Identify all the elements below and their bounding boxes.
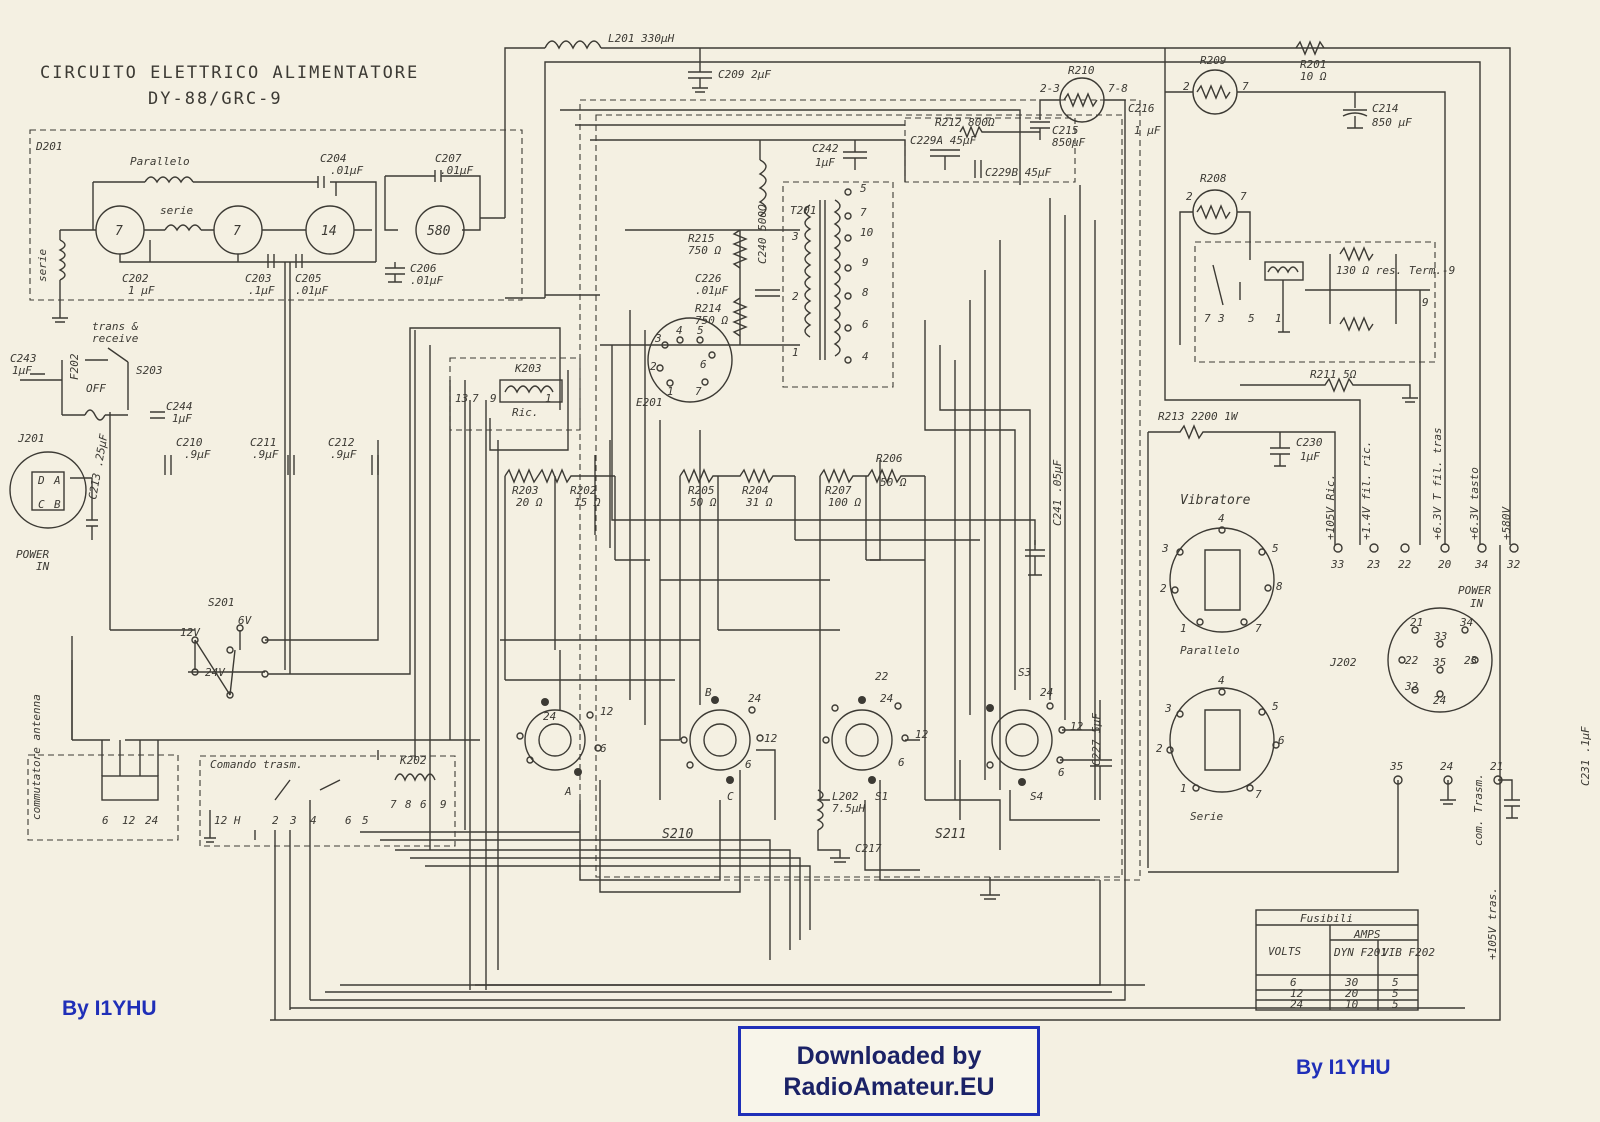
output-terminal-number: 20 — [1438, 558, 1452, 571]
parallelo-vib-label: Parallelo — [1180, 644, 1240, 657]
fuse-header-volts: VOLTS — [1268, 945, 1302, 958]
s3-label: S3 — [1018, 666, 1032, 679]
c209-label: C209 2μF — [718, 68, 771, 81]
svg-text:4: 4 — [1218, 674, 1225, 687]
tube-14-label: 14 — [321, 224, 337, 239]
ric-label: Ric. — [512, 406, 539, 419]
svg-text:23: 23 — [1464, 654, 1478, 667]
svg-text:2: 2 — [1156, 742, 1163, 755]
output-terminal-label: +580V — [1500, 506, 1513, 540]
bottom-terminal-number: 24 — [1440, 760, 1454, 773]
r215-label: R215 — [688, 232, 715, 245]
r206-label: R206 — [876, 452, 903, 465]
s210-label: S210 — [662, 827, 694, 842]
svg-text:9: 9 — [862, 256, 869, 269]
r211-label: R211 5Ω — [1310, 368, 1357, 381]
s4-switch — [986, 703, 1065, 786]
s1-switch — [823, 696, 908, 784]
svg-text:2: 2 — [792, 290, 799, 303]
fuse-cell-dyn: 20 — [1345, 987, 1359, 1000]
r212-label: R212 800Ω — [935, 116, 995, 129]
output-terminal-number: 32 — [1507, 558, 1521, 571]
output-terminal-label: +1.4V fil. ric. — [1360, 440, 1373, 540]
antenna-switch-box — [28, 755, 178, 840]
r214-value: 750 Ω — [695, 314, 729, 327]
svg-text:3: 3 — [1218, 312, 1225, 325]
svg-text:C: C — [38, 498, 45, 511]
svg-text:2: 2 — [272, 814, 279, 827]
c203-value: .1μF — [248, 284, 275, 297]
svg-text:3: 3 — [792, 230, 799, 243]
svg-text:B: B — [705, 686, 712, 699]
svg-text:13: 13 — [455, 392, 469, 405]
svg-text:3: 3 — [1165, 702, 1172, 715]
svg-text:12: 12 — [600, 705, 614, 718]
svg-text:7: 7 — [1242, 80, 1249, 93]
c216-label: C216 — [1128, 102, 1155, 115]
svg-text:3: 3 — [290, 814, 297, 827]
trans-receive-2: receive — [92, 332, 139, 345]
tube-580-label: 580 — [427, 224, 451, 239]
svg-text:7: 7 — [695, 385, 702, 398]
svg-text:3: 3 — [655, 332, 662, 345]
output-terminal-34 — [1478, 544, 1486, 552]
c241-label: C241 .05μF — [1051, 459, 1064, 526]
svg-text:10: 10 — [860, 226, 874, 239]
svg-text:9: 9 — [440, 798, 447, 811]
c229a-label: C229A 45μF — [910, 134, 977, 147]
svg-text:9: 9 — [1422, 296, 1429, 309]
c210-label: C210 — [176, 436, 203, 449]
c214-value: 850 μF — [1372, 116, 1412, 129]
off-label: OFF — [86, 382, 106, 395]
svg-text:2: 2 — [1186, 190, 1193, 203]
c212-label: C212 — [328, 436, 355, 449]
output-terminal-label: +105V Ric. — [1324, 473, 1337, 540]
r205-r204-bank — [680, 470, 795, 740]
svg-text:7: 7 — [860, 206, 867, 219]
c226-label: C226 — [695, 272, 722, 285]
svg-text:6: 6 — [345, 814, 352, 827]
l202-label: L202 — [832, 790, 859, 803]
svg-text:5: 5 — [362, 814, 369, 827]
c202-label: C202 — [122, 272, 149, 285]
e201-socket — [648, 318, 732, 402]
parallelo-top-label: Parallelo — [130, 155, 190, 168]
r202-value: 15 Ω — [574, 496, 601, 509]
c243-value: 1μF — [12, 364, 32, 377]
l202-value: 7.5μH — [832, 802, 866, 815]
c214-capacitor — [1343, 92, 1367, 128]
svg-text:7: 7 — [1255, 622, 1262, 635]
j201-label: J201 — [18, 432, 45, 445]
fuse-cell-vib: 5 — [1392, 987, 1399, 1000]
credit-right: By I1YHU — [1296, 1056, 1391, 1079]
fuse-title: Fusibili — [1300, 912, 1353, 925]
svg-text:24: 24 — [880, 692, 894, 705]
output-terminal-number: 34 — [1475, 558, 1489, 571]
l201-label: L201 330μH — [608, 32, 675, 45]
c205-value: .01μF — [295, 284, 329, 297]
fuse-cell-v: 6 — [1290, 976, 1297, 989]
vibrator-parallelo-socket — [1170, 527, 1274, 632]
r210-label: R210 — [1068, 64, 1095, 77]
output-terminal-23 — [1370, 544, 1378, 552]
credit-left: By I1YHU — [62, 997, 157, 1020]
j201-connector — [10, 452, 86, 528]
svg-text:35: 35 — [1433, 656, 1447, 669]
svg-text:5: 5 — [1272, 542, 1279, 555]
output-terminal-number: 23 — [1367, 558, 1381, 571]
output-terminals — [1324, 427, 1521, 571]
output-terminal-label: +6.3V tasto — [1468, 467, 1481, 540]
r214-label: R214 — [695, 302, 722, 315]
vibrator-serie-socket — [1167, 688, 1279, 792]
svg-text:5: 5 — [1248, 312, 1255, 325]
svg-text:2-3: 2-3 — [1040, 82, 1060, 95]
r204-label: R204 — [742, 484, 769, 497]
svg-text:24: 24 — [1040, 686, 1054, 699]
bottom-terminals — [1389, 760, 1503, 960]
c214-label: C214 — [1372, 102, 1399, 115]
bottom-terminal-number: 35 — [1390, 760, 1404, 773]
svg-text:7: 7 — [1255, 788, 1262, 801]
c242-label: C242 — [812, 142, 839, 155]
svg-text:5: 5 — [697, 324, 704, 337]
svg-text:34: 34 — [1460, 616, 1474, 629]
c244-label: C244 — [166, 400, 193, 413]
fuse-header-dyn: DYN F201 — [1334, 946, 1387, 959]
svg-text:12: 12 — [915, 728, 929, 741]
c231-label: C231 .1μF — [1579, 726, 1592, 786]
s201-label: S201 — [208, 596, 235, 609]
svg-text:12: 12 — [764, 732, 778, 745]
output-terminal-label: +6.3V T fil. tras — [1431, 427, 1444, 540]
fuse-rows — [1290, 976, 1399, 1011]
svg-text:5: 5 — [860, 182, 867, 195]
r201-label: R201 — [1300, 58, 1327, 71]
power-in-right-2: IN — [1470, 597, 1484, 610]
r203-value: 20 Ω — [516, 496, 543, 509]
c230-label: C230 — [1296, 436, 1323, 449]
r207-value: 100 Ω — [828, 496, 862, 509]
svg-text:1: 1 — [667, 385, 674, 398]
c211-label: C211 — [250, 436, 277, 449]
c244-value: 1μF — [172, 412, 192, 425]
c229b-label: C229B 45μF — [985, 166, 1052, 179]
tube-7a-label: 7 — [115, 224, 123, 239]
s211-label: S211 — [935, 827, 967, 842]
serie-vib-label: Serie — [1190, 810, 1224, 823]
svg-text:B: B — [54, 498, 61, 511]
c216-value: 1 μF — [1134, 124, 1161, 137]
svg-text:6: 6 — [600, 742, 607, 755]
svg-text:6: 6 — [745, 758, 752, 771]
r202-label: R202 — [570, 484, 597, 497]
j202-label: J202 — [1330, 656, 1357, 669]
svg-text:1: 1 — [545, 392, 552, 405]
svg-text:A: A — [565, 785, 572, 798]
title-line2: DY-88/GRC-9 — [148, 89, 283, 109]
power-in-left-2: IN — [36, 560, 50, 573]
c230-value: 1μF — [1300, 450, 1320, 463]
r209-tube — [1193, 70, 1237, 114]
l201-inductor — [545, 41, 601, 48]
svg-text:22: 22 — [875, 670, 889, 683]
svg-text:9: 9 — [490, 392, 497, 405]
r201-value: 10 Ω — [1300, 70, 1327, 83]
r207-label: R207 — [825, 484, 852, 497]
svg-text:2: 2 — [650, 360, 657, 373]
download-watermark — [738, 1026, 1040, 1116]
c209-capacitor — [688, 48, 712, 92]
c226-value: .01μF — [695, 284, 729, 297]
c203-label: C203 — [245, 272, 272, 285]
c206-value: .01μF — [410, 274, 444, 287]
power-in-left-1: POWER — [16, 548, 50, 561]
output-terminal-22 — [1401, 544, 1409, 552]
svg-text:2: 2 — [1183, 80, 1190, 93]
c240-label: C240 500Ω — [756, 204, 769, 264]
svg-text:6: 6 — [898, 756, 905, 769]
tube-7b-label: 7 — [233, 224, 241, 239]
r215-value: 750 Ω — [688, 244, 722, 257]
f202-label: F202 — [68, 353, 81, 380]
svg-text:24: 24 — [1433, 694, 1447, 707]
r203-label: R203 — [512, 484, 539, 497]
comm-antenna-label: commutatore antenna — [30, 694, 43, 820]
fuse-cell-dyn: 10 — [1345, 998, 1359, 1011]
svg-text:5: 5 — [1272, 700, 1279, 713]
svg-text:8: 8 — [1276, 580, 1283, 593]
output-terminal-20 — [1441, 544, 1449, 552]
fuse-cell-vib: 5 — [1392, 998, 1399, 1011]
term-label: 130 Ω res. Term.-9 — [1336, 264, 1456, 277]
bottom-terminal-label: +105V tras. — [1486, 887, 1499, 960]
r205-value: 50 Ω — [690, 496, 717, 509]
svg-text:1: 1 — [1275, 312, 1282, 325]
svg-text:32: 32 — [1405, 680, 1419, 693]
svg-text:21: 21 — [1410, 616, 1424, 629]
comando-trasm-label: Comando trasm. — [210, 758, 303, 771]
k202-label: K202 — [400, 754, 427, 767]
svg-text:22: 22 — [1405, 654, 1419, 667]
download-line1: Downloaded by — [796, 1042, 982, 1070]
svg-text:24: 24 — [543, 710, 557, 723]
fuse-cell-v: 24 — [1290, 998, 1304, 1011]
t201-label: T201 — [790, 204, 817, 217]
r205-label: R205 — [688, 484, 715, 497]
fuse-cell-v: 12 — [1290, 987, 1304, 1000]
d201-label: D201 — [36, 140, 63, 153]
c243-label: C243 — [10, 352, 37, 365]
e201-label: E201 — [636, 396, 663, 409]
fuse-cell-vib: 5 — [1392, 976, 1399, 989]
c212-value: .9μF — [330, 448, 357, 461]
k203-label: K203 — [515, 362, 542, 375]
r204-value: 31 Ω — [746, 496, 773, 509]
download-line2: RadioAmateur.EU — [783, 1073, 995, 1101]
svg-text:1: 1 — [1180, 622, 1187, 635]
svg-text:1: 1 — [792, 346, 799, 359]
c211-value: .9μF — [252, 448, 279, 461]
output-terminal-33 — [1334, 544, 1342, 552]
svg-text:12: 12 — [1070, 720, 1084, 733]
c207-label: C207 — [435, 152, 462, 165]
s4-label: S4 — [1030, 790, 1044, 803]
svg-text:6: 6 — [102, 814, 109, 827]
c217-label: C217 — [855, 842, 882, 855]
serie-mid-label: serie — [160, 204, 194, 217]
svg-text:2: 2 — [1160, 582, 1167, 595]
svg-text:6: 6 — [420, 798, 427, 811]
output-terminal-32 — [1510, 544, 1518, 552]
c215-label: C215 — [1052, 124, 1079, 137]
com-trasm-label: com. Trasm. — [1472, 773, 1485, 846]
fuse-header-amps: AMPS — [1354, 928, 1381, 941]
svg-text:4: 4 — [310, 814, 317, 827]
vibratore-label: Vibratore — [1180, 493, 1251, 508]
output-terminal-number: 22 — [1398, 558, 1412, 571]
c213-label: C213 .25μF — [86, 433, 111, 501]
c215-value: 850μF — [1052, 136, 1086, 149]
s203-label: S203 — [136, 364, 163, 377]
c204-value: .01μF — [330, 164, 364, 177]
c227-label: C227 5μF — [1090, 713, 1103, 766]
r213-label: R213 2200 1W — [1158, 410, 1238, 423]
svg-text:6: 6 — [1278, 734, 1285, 747]
svg-text:24V: 24V — [205, 666, 225, 679]
fuse-header-vib: VIB F202 — [1382, 946, 1435, 959]
r208-label: R208 — [1200, 172, 1227, 185]
svg-text:12V: 12V — [180, 626, 200, 639]
c210-value: .9μF — [184, 448, 211, 461]
svg-text:7: 7 — [390, 798, 397, 811]
wafer-switch-a — [517, 698, 601, 776]
trans-receive-1: trans & — [92, 320, 139, 333]
svg-text:6: 6 — [862, 318, 869, 331]
svg-text:7: 7 — [1204, 312, 1211, 325]
power-in-right-1: POWER — [1458, 584, 1492, 597]
svg-text:33: 33 — [1434, 630, 1448, 643]
fuse-cell-dyn: 30 — [1345, 976, 1359, 989]
svg-text:12: 12 — [122, 814, 136, 827]
svg-text:8: 8 — [405, 798, 412, 811]
svg-text:7: 7 — [472, 392, 479, 405]
svg-text:24: 24 — [748, 692, 762, 705]
title-line1: CIRCUITO ELETTRICO ALIMENTATORE — [40, 63, 420, 83]
s1-label: S1 — [875, 790, 889, 803]
svg-text:6: 6 — [700, 358, 707, 371]
r208-tube — [1193, 190, 1237, 234]
bottom-terminal-number: 21 — [1490, 760, 1504, 773]
svg-text:1: 1 — [1180, 782, 1187, 795]
svg-text:12 H: 12 H — [214, 814, 241, 827]
c206-label: C206 — [410, 262, 437, 275]
c205-label: C205 — [295, 272, 322, 285]
svg-text:6V: 6V — [238, 614, 252, 627]
c242-value: 1μF — [815, 156, 835, 169]
svg-text:6: 6 — [1058, 766, 1065, 779]
r209-label: R209 — [1200, 54, 1227, 67]
svg-text:24: 24 — [145, 814, 159, 827]
r206-value: 50 Ω — [880, 476, 907, 489]
svg-text:D: D — [38, 474, 45, 487]
svg-text:C: C — [727, 790, 734, 803]
svg-text:7: 7 — [1240, 190, 1247, 203]
c207-value: .01μF — [440, 164, 474, 177]
svg-text:7-8: 7-8 — [1108, 82, 1128, 95]
svg-text:4: 4 — [862, 350, 869, 363]
svg-text:4: 4 — [1218, 512, 1225, 525]
relay-box — [1195, 242, 1435, 362]
svg-text:8: 8 — [862, 286, 869, 299]
serie-left-label: serie — [36, 248, 49, 282]
c202-value: 1 μF — [128, 284, 155, 297]
svg-text:4: 4 — [676, 324, 683, 337]
svg-text:A: A — [54, 474, 61, 487]
t201-windings — [805, 200, 840, 360]
output-terminal-number: 33 — [1331, 558, 1345, 571]
svg-text:3: 3 — [1162, 542, 1169, 555]
c204-label: C204 — [320, 152, 347, 165]
